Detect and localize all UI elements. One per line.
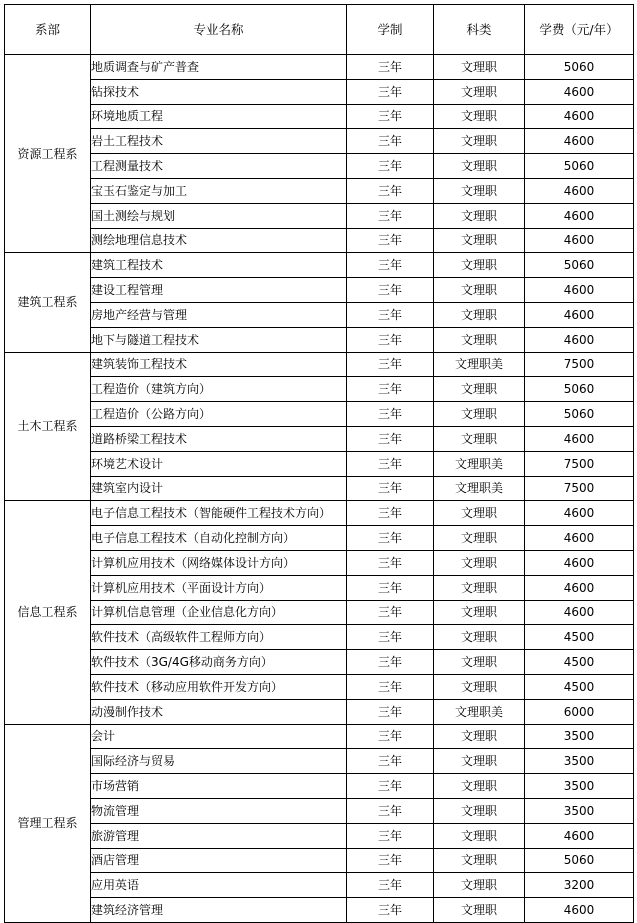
- years-cell: 三年: [347, 129, 434, 154]
- subject-cell: 文理职美: [434, 699, 525, 724]
- years-cell: 三年: [347, 501, 434, 526]
- years-cell: 三年: [347, 724, 434, 749]
- subject-cell: 文理职: [434, 253, 525, 278]
- table-row: [5, 699, 634, 724]
- table-row: [5, 774, 634, 799]
- table-row: [5, 575, 634, 600]
- major-cell: 环境艺术设计: [91, 451, 347, 476]
- years-cell: 三年: [347, 104, 434, 129]
- header-fee: 学费（元/年）: [525, 5, 634, 55]
- subject-cell: 文理职: [434, 402, 525, 427]
- major-cell: 物流管理: [91, 798, 347, 823]
- header-years: 学制: [347, 5, 434, 55]
- major-cell: 软件技术（移动应用软件开发方向）: [91, 674, 347, 699]
- major-cell: 测绘地理信息技术: [91, 228, 347, 253]
- subject-cell: 文理职: [434, 55, 525, 80]
- table-row: [5, 79, 634, 104]
- subject-cell: 文理职: [434, 79, 525, 104]
- major-cell: 动漫制作技术: [91, 699, 347, 724]
- major-cell: 软件技术（高级软件工程师方向）: [91, 625, 347, 650]
- years-cell: 三年: [347, 302, 434, 327]
- major-cell: 道路桥梁工程技术: [91, 426, 347, 451]
- years-cell: 三年: [347, 798, 434, 823]
- table-row: [5, 650, 634, 675]
- years-cell: 三年: [347, 178, 434, 203]
- years-cell: 三年: [347, 550, 434, 575]
- table-row: [5, 873, 634, 898]
- major-cell: 国际经济与贸易: [91, 749, 347, 774]
- subject-cell: 文理职: [434, 724, 525, 749]
- fee-cell: 5060: [525, 848, 634, 873]
- fee-cell: 4600: [525, 898, 634, 923]
- years-cell: 三年: [347, 526, 434, 551]
- subject-cell: 文理职: [434, 600, 525, 625]
- subject-cell: 文理职: [434, 526, 525, 551]
- fee-cell: 4600: [525, 228, 634, 253]
- fee-cell: 4600: [525, 302, 634, 327]
- major-cell: 房地产经营与管理: [91, 302, 347, 327]
- major-cell: 计算机信息管理（企业信息化方向）: [91, 600, 347, 625]
- years-cell: 三年: [347, 402, 434, 427]
- major-cell: 建筑经济管理: [91, 898, 347, 923]
- subject-cell: 文理职: [434, 203, 525, 228]
- major-cell: 计算机应用技术（网络媒体设计方向）: [91, 550, 347, 575]
- major-cell: 地下与隧道工程技术: [91, 327, 347, 352]
- table-row: [5, 749, 634, 774]
- fee-cell: 5060: [525, 55, 634, 80]
- table-row: [5, 526, 634, 551]
- header-dept: 系部: [5, 5, 91, 55]
- subject-cell: 文理职: [434, 674, 525, 699]
- fee-cell: 4600: [525, 178, 634, 203]
- fee-cell: 3500: [525, 798, 634, 823]
- major-cell: 地质调查与矿产普查: [91, 55, 347, 80]
- major-cell: 计算机应用技术（平面设计方向）: [91, 575, 347, 600]
- dept-cell: 土木工程系: [5, 352, 91, 501]
- fee-cell: 4600: [525, 575, 634, 600]
- years-cell: 三年: [347, 898, 434, 923]
- years-cell: 三年: [347, 476, 434, 501]
- subject-cell: 文理职: [434, 154, 525, 179]
- header-row: [5, 5, 634, 55]
- years-cell: 三年: [347, 873, 434, 898]
- years-cell: 三年: [347, 600, 434, 625]
- fee-cell: 4600: [525, 823, 634, 848]
- table-row: [5, 228, 634, 253]
- subject-cell: 文理职: [434, 798, 525, 823]
- years-cell: 三年: [347, 278, 434, 303]
- fee-cell: 5060: [525, 377, 634, 402]
- major-cell: 岩土工程技术: [91, 129, 347, 154]
- years-cell: 三年: [347, 203, 434, 228]
- fee-cell: 3500: [525, 774, 634, 799]
- subject-cell: 文理职: [434, 550, 525, 575]
- table-row: [5, 550, 634, 575]
- major-cell: 旅游管理: [91, 823, 347, 848]
- table-row: [5, 278, 634, 303]
- major-cell: 软件技术（3G/4G移动商务方向）: [91, 650, 347, 675]
- subject-cell: 文理职: [434, 823, 525, 848]
- subject-cell: 文理职: [434, 873, 525, 898]
- subject-cell: 文理职: [434, 302, 525, 327]
- major-cell: 国土测绘与规划: [91, 203, 347, 228]
- table-row: [5, 674, 634, 699]
- years-cell: 三年: [347, 79, 434, 104]
- years-cell: 三年: [347, 426, 434, 451]
- subject-cell: 文理职: [434, 129, 525, 154]
- table-row: [5, 724, 634, 749]
- subject-cell: 文理职: [434, 625, 525, 650]
- table-row: [5, 898, 634, 923]
- major-cell: 电子信息工程技术（自动化控制方向）: [91, 526, 347, 551]
- fee-cell: 3500: [525, 724, 634, 749]
- fee-cell: 4600: [525, 600, 634, 625]
- years-cell: 三年: [347, 774, 434, 799]
- dept-cell: 建筑工程系: [5, 253, 91, 352]
- years-cell: 三年: [347, 674, 434, 699]
- major-cell: 建设工程管理: [91, 278, 347, 303]
- fee-cell: 4600: [525, 426, 634, 451]
- major-cell: 市场营销: [91, 774, 347, 799]
- subject-cell: 文理职: [434, 848, 525, 873]
- subject-cell: 文理职: [434, 575, 525, 600]
- years-cell: 三年: [347, 154, 434, 179]
- fee-cell: 4600: [525, 278, 634, 303]
- subject-cell: 文理职: [434, 749, 525, 774]
- years-cell: 三年: [347, 823, 434, 848]
- years-cell: 三年: [347, 228, 434, 253]
- major-cell: 电子信息工程技术（智能硬件工程技术方向）: [91, 501, 347, 526]
- table-row: [5, 55, 634, 80]
- table-header: [5, 5, 634, 55]
- years-cell: 三年: [347, 377, 434, 402]
- subject-cell: 文理职: [434, 898, 525, 923]
- subject-cell: 文理职: [434, 426, 525, 451]
- fee-cell: 7500: [525, 451, 634, 476]
- table-row: [5, 129, 634, 154]
- fee-cell: 4600: [525, 129, 634, 154]
- table-row: [5, 253, 634, 278]
- years-cell: 三年: [347, 749, 434, 774]
- fee-cell: 4600: [525, 327, 634, 352]
- subject-cell: 文理职: [434, 178, 525, 203]
- table-row: [5, 178, 634, 203]
- major-cell: 建筑工程技术: [91, 253, 347, 278]
- table-row: [5, 600, 634, 625]
- fee-cell: 5060: [525, 402, 634, 427]
- fee-cell: 4600: [525, 203, 634, 228]
- years-cell: 三年: [347, 327, 434, 352]
- table-row: [5, 476, 634, 501]
- fee-cell: 4600: [525, 550, 634, 575]
- fee-cell: 4600: [525, 526, 634, 551]
- fee-cell: 7500: [525, 352, 634, 377]
- table-row: [5, 203, 634, 228]
- major-cell: 宝玉石鉴定与加工: [91, 178, 347, 203]
- fee-cell: 4600: [525, 104, 634, 129]
- subject-cell: 文理职美: [434, 476, 525, 501]
- fee-cell: 4600: [525, 79, 634, 104]
- header-subject: 科类: [434, 5, 525, 55]
- table-row: [5, 352, 634, 377]
- table-row: [5, 823, 634, 848]
- table-row: [5, 625, 634, 650]
- subject-cell: 文理职: [434, 104, 525, 129]
- fee-cell: 3500: [525, 749, 634, 774]
- dept-cell: 管理工程系: [5, 724, 91, 922]
- major-cell: 钻探技术: [91, 79, 347, 104]
- subject-cell: 文理职: [434, 501, 525, 526]
- table-row: [5, 402, 634, 427]
- subject-cell: 文理职美: [434, 352, 525, 377]
- major-cell: 工程造价（公路方向）: [91, 402, 347, 427]
- dept-cell: 资源工程系: [5, 55, 91, 253]
- major-cell: 环境地质工程: [91, 104, 347, 129]
- major-cell: 工程测量技术: [91, 154, 347, 179]
- table-row: [5, 451, 634, 476]
- dept-cell: 信息工程系: [5, 501, 91, 724]
- subject-cell: 文理职: [434, 228, 525, 253]
- subject-cell: 文理职: [434, 278, 525, 303]
- major-cell: 建筑室内设计: [91, 476, 347, 501]
- major-cell: 应用英语: [91, 873, 347, 898]
- subject-cell: 文理职: [434, 327, 525, 352]
- years-cell: 三年: [347, 55, 434, 80]
- major-cell: 工程造价（建筑方向）: [91, 377, 347, 402]
- header-major: 专业名称: [91, 5, 347, 55]
- fee-cell: 3200: [525, 873, 634, 898]
- fee-cell: 4600: [525, 501, 634, 526]
- subject-cell: 文理职: [434, 774, 525, 799]
- fee-cell: 4500: [525, 650, 634, 675]
- fee-cell: 5060: [525, 253, 634, 278]
- years-cell: 三年: [347, 575, 434, 600]
- table-row: [5, 377, 634, 402]
- fee-cell: 6000: [525, 699, 634, 724]
- years-cell: 三年: [347, 451, 434, 476]
- table-row: [5, 104, 634, 129]
- major-cell: 建筑装饰工程技术: [91, 352, 347, 377]
- tuition-table: [4, 4, 634, 923]
- table-row: [5, 501, 634, 526]
- years-cell: 三年: [347, 625, 434, 650]
- major-cell: 会计: [91, 724, 347, 749]
- fee-cell: 7500: [525, 476, 634, 501]
- years-cell: 三年: [347, 699, 434, 724]
- years-cell: 三年: [347, 848, 434, 873]
- years-cell: 三年: [347, 650, 434, 675]
- fee-cell: 4500: [525, 625, 634, 650]
- table-body: [5, 55, 634, 923]
- fee-cell: 4500: [525, 674, 634, 699]
- years-cell: 三年: [347, 253, 434, 278]
- table-row: [5, 426, 634, 451]
- table-row: [5, 848, 634, 873]
- table-row: [5, 154, 634, 179]
- fee-cell: 5060: [525, 154, 634, 179]
- table-row: [5, 302, 634, 327]
- table-row: [5, 327, 634, 352]
- subject-cell: 文理职美: [434, 451, 525, 476]
- subject-cell: 文理职: [434, 377, 525, 402]
- years-cell: 三年: [347, 352, 434, 377]
- table-row: [5, 798, 634, 823]
- subject-cell: 文理职: [434, 650, 525, 675]
- major-cell: 酒店管理: [91, 848, 347, 873]
